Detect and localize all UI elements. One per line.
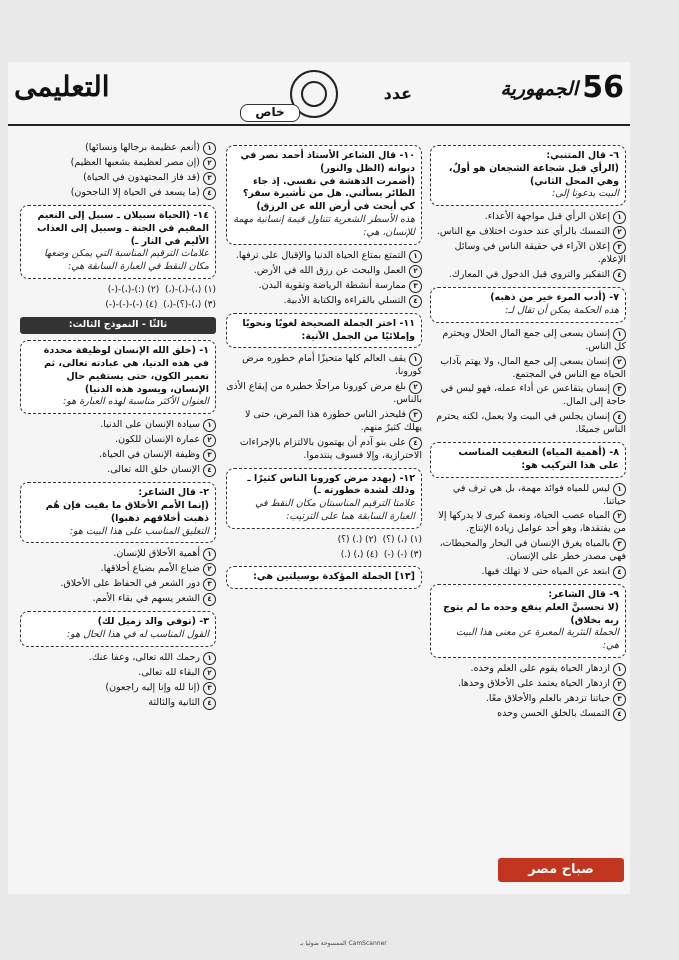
q9-quote: (لا تحسبنَّ العلم ينفع وحده ما لم يتوج ربه بخلاق) — [443, 601, 619, 626]
q12-choices — [226, 534, 422, 546]
q13-title: [١٣] الجملة المؤكدة بوسيلتين هي: — [253, 571, 415, 583]
lq3-option: ٢البقاء لله تعالى. — [20, 667, 216, 680]
q8-option: ٣بالمياه يغرق الإنسان في البحار والمحيطات، فهي مصدر خطر على الإنسان. — [439, 538, 626, 563]
q6-prompt: البيت يدعونا إلى: — [551, 188, 619, 200]
lq2-title: ٢- قال الشاعر: — [138, 487, 209, 499]
q12-title: ١٢- (يهدد مرض كورونا الناس كثيرًا ـ وذلك لشدة خطورته ـ) — [247, 472, 415, 497]
q7-option: ٣إنسان يتقاعس عن أداء عمله، فهو ليس في حاجة إلى المال. — [440, 383, 626, 408]
special-badge: خاص — [240, 104, 300, 122]
q8-box — [430, 442, 626, 478]
q7-option: ١إنسان يسعى إلى جمع المال الحلال ويحترم كل الناس. — [442, 327, 626, 352]
q10-option: ٤التسلي بالقراءة والكتابة الأدبية. — [226, 295, 422, 308]
lq2-prompt: التعليق المناسب على هذا البيت هو: — [69, 525, 209, 537]
lq2-option: ٤الشعر يسهم في بقاء الأمم. — [20, 593, 216, 606]
section-title: التعليمى — [14, 70, 110, 103]
q11-option: ٢بلغ مرض كورونا مراحلًا خطيرة من إيقاع الأذى بالناس. — [226, 381, 422, 406]
q10-quote: (أضمرت الدهشة في نفسي. إذ جاء الطائر يسألني. هل من تأشيرة سفر؟ كي أبحث في أرض الله عن الرزق) — [242, 175, 415, 213]
scanner-watermark: الممسوحة ضوئيا بـ CamScanner — [300, 940, 387, 947]
top-option: ١(أنعم عظيمة برجالها ونسائها) — [20, 142, 216, 155]
q9-option: ١ازدهار الحياة يقوم على العلم وحده. — [430, 663, 626, 676]
lq2-option: ٢ضياع الأمم بضياع أخلاقها. — [20, 563, 216, 576]
top-option: ٢(إن مصر لعظيمة بشعبها العظيم) — [20, 157, 216, 170]
choice: (٤) (،) (.) — [340, 549, 379, 560]
left-column — [20, 140, 216, 712]
lq3-option: ٣(إنا لله وإنا إليه راجعون) — [20, 682, 216, 695]
paper-name: الجمهورية — [500, 78, 578, 100]
q11-title: ١١- اختر الجملة الصحيحة لغويًا ونحويًا وإملائيًا من الجمل الآتية: — [242, 317, 415, 342]
issue-number: 56 — [582, 70, 624, 105]
q10-option: ٢العمل والبحث عن رزق الله في الأرض. — [226, 265, 422, 278]
lq1-option: ٤الإنسان خلق الله تعالى. — [20, 464, 216, 477]
q12-choices — [226, 549, 422, 561]
edition-label: عدد — [383, 84, 412, 103]
q6-quote: (الرأي قبل شجاعة الشجعان هو أولٌ، وهي المحل الثاني) — [448, 162, 619, 187]
q6-option: ٢التمسك بالرأي عند حدوث اختلاف مع الناس. — [430, 226, 626, 239]
q10-title: ١٠- قال الشاعر الأستاذ أحمد نصر في ديوانه (الظل والنور) — [240, 150, 415, 174]
q6-option: ٤التفكير والتروي قبل الدخول في المعارك. — [430, 269, 626, 282]
lq1-title: ١- (خلق الله الإنسان لوظيفة محددة في هذه الدنيا، هي عبادته تعالى، ثم تعمير الكون، حتى يستقيم حال الإنسان، ويسود هذه الدنيا) — [43, 345, 209, 395]
q12-prompt: علامتا الترقيم المناسبتان مكان النقط في العبارة السابقة هما على الترتيب: — [255, 498, 415, 522]
choice: (٢) (:)-(،)-(-) — [107, 285, 160, 296]
lq3-option: ٤الثانية والثالثة — [20, 697, 216, 710]
divider — [8, 124, 630, 126]
q10-box — [226, 145, 422, 245]
q11-box — [226, 313, 422, 349]
q10-option: ٣ممارسة أنشطة الرياضة وتقوية البدن. — [226, 280, 422, 293]
q11-option: ١يقف العالم كلها متحيزًا أمام خطوره مرض كورونا. — [242, 353, 422, 378]
q6-title: ٦- قال المتنبي: — [546, 150, 619, 161]
q7-prompt: هذه الحكمة يمكن أن تقال لـ: — [505, 304, 619, 316]
q9-prompt: الجملة النثرية المعبرة عن معنى هذا البيت هي: — [455, 627, 619, 652]
q13-box — [226, 566, 422, 589]
q7-title: ٧- (أدب المرء خير من ذهبه) — [490, 292, 619, 304]
q14-choices — [20, 299, 216, 311]
q14-choices — [20, 284, 216, 296]
q7-option: ٢إنسان يسعى إلى جمع المال، ولا يهتم بآداب الحياة مع الناس في المجتمع. — [440, 355, 626, 380]
q14-box — [20, 205, 216, 279]
q7-option: ٤إنسان يجلس في البيت ولا يعمل، لكنه يحترم الناس جميعًا. — [436, 411, 626, 436]
q14-title: ١٤- (الحياة سبيلان ـ سبيل إلى النعيم المقيم في الجنة ـ وسبيل إلى العذاب الأليم في النار ـ) — [37, 210, 209, 247]
top-option: ٤(ما يسعد في الحياة إلا الناجحون) — [20, 187, 216, 200]
choice: (١) (،) (؟) — [382, 534, 422, 545]
lq3-option: ١رحمك الله تعالى، وعفا عنك. — [20, 652, 216, 665]
right-column — [430, 140, 626, 723]
q11-option: ٣فليحذر الناس خطورة هذا المرض، حتى لا يهلك كثيرٌ منهم. — [245, 408, 422, 433]
q10-prompt: هذه الأسطر الشعرية تتناول قيمة إنسانية مهمة للإنسان، هي: — [233, 214, 415, 238]
q7-box — [430, 287, 626, 323]
q8-option: ٤ابتعد عن المياه حتى لا تهلك فيها. — [430, 566, 626, 579]
q8-option: ١ليس للمياه فوائد مهمة، بل هي ترف في حياتنا. — [452, 482, 626, 507]
choice: (٣) (،)-(؟)-(،) — [163, 300, 216, 311]
q11-option: ٤على بنو آدم أن يهتمون بالالتزام بالإجراءات الاحترازية، وإلا فسوف ينتدموا. — [239, 436, 422, 461]
choice: (١) (،)-(،)-(،) — [164, 285, 216, 296]
newspaper-page — [8, 62, 630, 894]
lq3-title: ٣- (توفي والد زميل لك) — [97, 616, 209, 628]
lq1-option: ٣وظيفة الإنسان في الحياة. — [20, 449, 216, 462]
q14-prompt: علامات الترقيم المناسبة التي يمكن وضعها مكان النقط في العبارة السابقة هي: — [44, 248, 209, 273]
q8-option: ٢المياه عصب الحياة، ونعمة كبرى لا يدركها إلا من يفتقدها، وهو أحد عوامل زيادة الإنتاج. — [438, 510, 626, 535]
q6-option: ١إعلان الرأي قبل مواجهة الأعداء. — [430, 211, 626, 224]
q8-title: ٨- (أهمية المياه) التعقيب المناسب على هذا التركيب هو: — [458, 446, 619, 471]
lq3-prompt: القول المناسب له في هذا الحال هو: — [66, 629, 209, 641]
brand-logo: صباح مصر — [498, 858, 624, 882]
lq1-option: ٢عمارة الإنسان للكون. — [20, 434, 216, 447]
q6-box — [430, 145, 626, 206]
top-option: ٣(قد فاز المجتهدون في الحياة) — [20, 172, 216, 185]
model-banner: ثالثًا - النموذج الثالث: — [20, 317, 216, 334]
lq1-prompt: العنوان الأكثر مناسبة لهذه العبارة هو: — [63, 396, 209, 408]
choice: (٣) (-) (-) — [383, 549, 422, 560]
q12-box — [226, 468, 422, 529]
lq2-box — [20, 482, 216, 543]
lq2-quote: (إنما الأمم الأخلاق ما بقيت فإن هُم ذهبت أخلاقهم ذهبوا) — [45, 500, 209, 524]
lq3-box — [20, 611, 216, 647]
q9-title: ٩- قال الشاعر: — [548, 589, 619, 600]
middle-column — [226, 140, 422, 594]
q6-option: ٣إعلان الآراء في حقيقة الناس في وسائل الإعلام. — [454, 241, 626, 266]
lq2-option: ٣دور الشعر في الحفاظ على الأخلاق. — [20, 578, 216, 591]
q9-box — [430, 584, 626, 658]
q9-option: ٤التمسك بالخلق الحسن وحده — [430, 708, 626, 721]
q9-option: ٢ازدهار الحياة يعتمد على الأخلاق وحدها. — [430, 678, 626, 691]
lq2-option: ١أهمية الأخلاق للإنسان. — [20, 548, 216, 561]
q10-option: ١التمتع بمتاع الحياة الدنيا والإقبال على ترفها. — [226, 250, 422, 263]
masthead — [8, 70, 630, 122]
choice: (٤) (-)-(-)-(-) — [105, 300, 158, 311]
lq1-box — [20, 340, 216, 414]
q9-option: ٣حياتنا تزدهر بالعلم والأخلاق معًا. — [430, 693, 626, 706]
lq1-option: ١سيادة الإنسان على الدنيا. — [20, 419, 216, 432]
choice: (٢) (.) (؟) — [337, 534, 377, 545]
